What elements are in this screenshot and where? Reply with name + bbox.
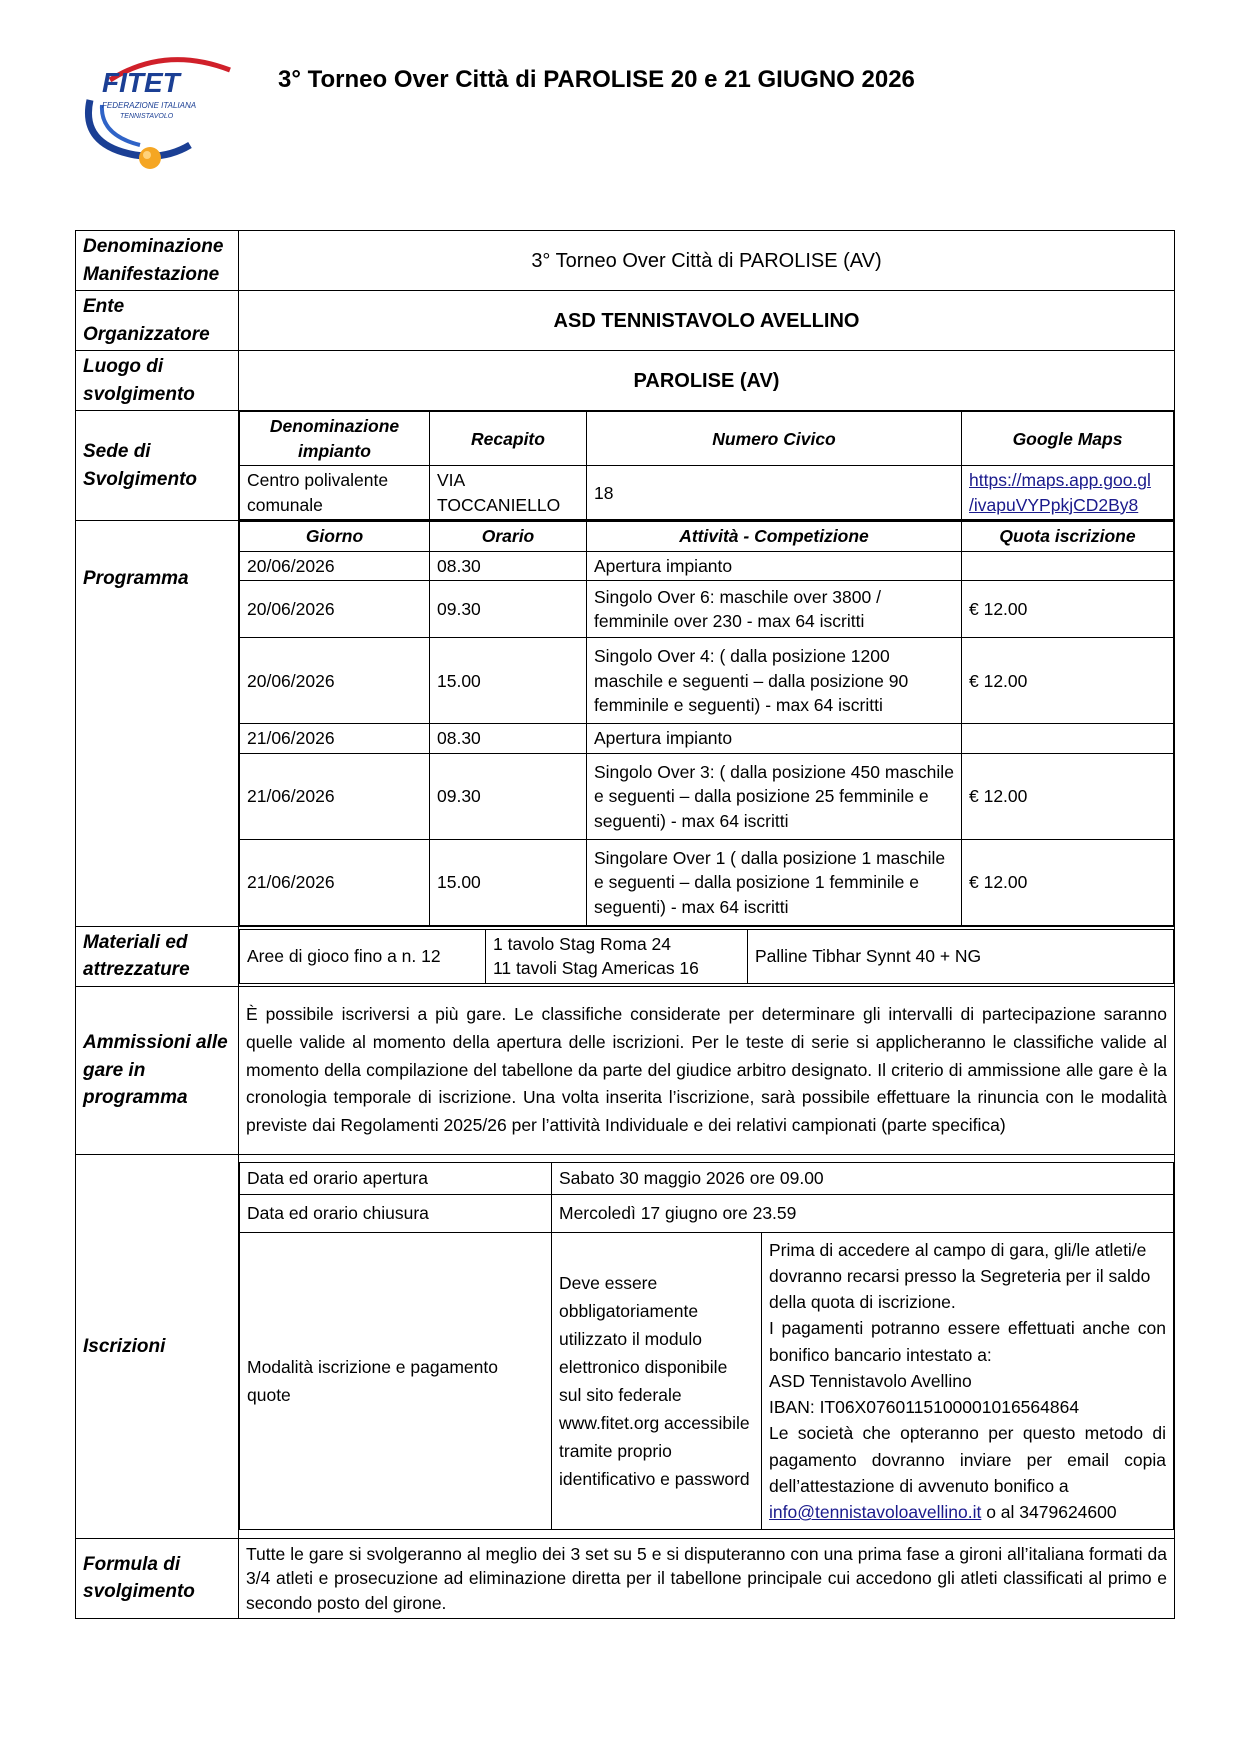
- tournament-info-table: [75, 230, 1175, 1619]
- pagamento-contatti: [769, 1499, 1166, 1525]
- iscrizioni-chiusura-label: Data ed orario chiusura: [240, 1194, 552, 1232]
- sede-header-maps: Google Maps: [962, 412, 1174, 466]
- table-row: [240, 638, 1174, 724]
- prog-attivita: Apertura impianto: [587, 551, 962, 581]
- telefono-text: o al 3479624600: [981, 1502, 1117, 1523]
- label-formula: Formula di svolgimento: [76, 1538, 239, 1618]
- pagamento-text-4: Le società che opteranno per questo metodo di pagamento dovranno inviare per email copia dell’attestazione di avvenuto bonifico a: [769, 1423, 1166, 1496]
- label-denominazione: Denominazione Manifestazione: [76, 231, 239, 291]
- prog-giorno: 21/06/2026: [240, 724, 430, 754]
- formula-text: Tutte le gare si svolgeranno al meglio dei 3 set su 5 e si disputeranno con una prima fase a gironi all’italiana formati da 3/4 atleti e prosecuzione ad eliminazione diretta per il tabellone principale cui accedono gli atleti classificati al primo e secondo posto del girone.: [239, 1538, 1175, 1618]
- prog-orario: 09.30: [430, 581, 587, 638]
- label-iscrizioni: Iscrizioni: [76, 1154, 239, 1538]
- prog-quota: [962, 724, 1174, 754]
- pagamento-iban: IBAN: IT06X0760115100001016564864: [769, 1397, 1080, 1418]
- table-row: [240, 839, 1174, 925]
- sede-table: [239, 411, 1174, 520]
- iscrizioni-table: [239, 1162, 1174, 1530]
- prog-quota: € 12.00: [962, 839, 1174, 925]
- prog-attivita: Singolo Over 4: ( dalla posizione 1200 maschile e seguenti – dalla posizione 90 femminile e seguenti) - max 64 iscritti: [587, 638, 962, 724]
- prog-header-quota: Quota iscrizione: [962, 522, 1174, 552]
- email-link[interactable]: info@tennistavoloavellino.it: [769, 1502, 982, 1523]
- label-luogo: Luogo di svolgimento: [76, 351, 239, 411]
- pagamento-text-1: Prima di accedere al campo di gara, gli/le atleti/e dovranno recarsi presso la Segreteria per il saldo della quota di iscrizione.: [769, 1239, 1151, 1313]
- iscrizioni-pagamento: [762, 1232, 1174, 1530]
- ente-value: ASD TENNISTAVOLO AVELLINO: [239, 291, 1175, 351]
- fitet-logo: [80, 50, 255, 175]
- iscrizioni-modulo-text: Deve essere obbligatoriamente utilizzato il modulo elettronico disponibile sul sito federale www.fitet.org accessibile tramite proprio identificativo e password: [552, 1232, 762, 1530]
- sede-civico: 18: [587, 466, 962, 520]
- sede-cell: [239, 411, 1175, 521]
- sede-impianto: Centro polivalente comunale: [240, 466, 430, 520]
- materiali-cell: [239, 926, 1175, 986]
- maps-link-line2[interactable]: /ivapuVYPpkjCD2By8: [969, 494, 1139, 515]
- prog-orario: 08.30: [430, 724, 587, 754]
- sede-maps-link[interactable]: [962, 466, 1174, 520]
- prog-giorno: 20/06/2026: [240, 638, 430, 724]
- iscrizioni-cell: [239, 1154, 1175, 1538]
- document-title: 3° Torneo Over Città di PAROLISE 20 e 21 GIUGNO 2026: [278, 66, 915, 93]
- logo-sub2-text: TENNISTAVOLO: [120, 113, 174, 120]
- materiali-palline: Palline Tibhar Synnt 40 + NG: [748, 929, 1174, 983]
- prog-quota: € 12.00: [962, 638, 1174, 724]
- iscrizioni-modalita-label: Modalità iscrizione e pagamento quote: [240, 1232, 552, 1530]
- prog-orario: 09.30: [430, 753, 587, 839]
- prog-giorno: 20/06/2026: [240, 581, 430, 638]
- prog-header-attivita: Attività - Competizione: [587, 522, 962, 552]
- label-materiali: Materiali ed attrezzature: [76, 926, 239, 986]
- ammissioni-text: È possibile iscriversi a più gare. Le classifiche considerate per determinare gli intervalli di partecipazione saranno quelle valide al momento della apertura delle iscrizioni. Per le teste di serie si applicheranno le classifiche valide al momento della compilazione del tabellone da parte del giudice arbitro designato. Il criterio di ammissione alle gare è la cronologia temporale di iscrizione. Una volta inserita l’iscrizione, sarà possibile effettuare la rinuncia con le modalità previste dai Regolamenti 2025/26 per l’attività Individuale e dei relativi campionati (parte specifica): [239, 986, 1175, 1154]
- prog-giorno: 21/06/2026: [240, 753, 430, 839]
- table-row: [240, 753, 1174, 839]
- label-ente: Ente Organizzatore: [76, 291, 239, 351]
- prog-attivita: Singolo Over 6: maschile over 3800 / femminile over 230 - max 64 iscritti: [587, 581, 962, 638]
- prog-orario: 15.00: [430, 638, 587, 724]
- programma-cell: [239, 521, 1175, 927]
- prog-quota: € 12.00: [962, 753, 1174, 839]
- prog-attivita: Singolo Over 3: ( dalla posizione 450 maschile e seguenti – dalla posizione 25 femminile e seguenti) - max 64 iscritti: [587, 753, 962, 839]
- label-programma: Programma: [76, 521, 239, 927]
- logo-main-text: FITET: [102, 67, 180, 98]
- table-row: [240, 581, 1174, 638]
- sede-header-impianto: Denominazione impianto: [240, 412, 430, 466]
- label-ammissioni: Ammissioni alle gare in programma: [76, 986, 239, 1154]
- sede-header-civico: Numero Civico: [587, 412, 962, 466]
- sede-header-recapito: Recapito: [430, 412, 587, 466]
- pagamento-intestatario: ASD Tennistavolo Avellino: [769, 1370, 972, 1391]
- prog-header-orario: Orario: [430, 522, 587, 552]
- prog-giorno: 21/06/2026: [240, 839, 430, 925]
- materiali-tavoli-2: 11 tavoli Stag Americas 16: [493, 958, 699, 979]
- maps-link-line1[interactable]: https://maps.app.goo.gl: [969, 470, 1151, 491]
- materiali-table: [239, 929, 1174, 984]
- materiali-tavoli: [486, 929, 748, 983]
- materiali-aree: Aree di gioco fino a n. 12: [240, 929, 486, 983]
- denominazione-value: 3° Torneo Over Città di PAROLISE (AV): [239, 231, 1175, 291]
- iscrizioni-apertura-value: Sabato 30 maggio 2026 ore 09.00: [552, 1163, 1174, 1194]
- luogo-value: PAROLISE (AV): [239, 351, 1175, 411]
- iscrizioni-apertura-label: Data ed orario apertura: [240, 1163, 552, 1194]
- sede-recapito: VIA TOCCANIELLO: [430, 466, 587, 520]
- table-row: [240, 724, 1174, 754]
- prog-orario: 15.00: [430, 839, 587, 925]
- pagamento-text-2: I pagamenti potranno essere effettuati anche con bonifico bancario intestato a:: [769, 1318, 1166, 1365]
- prog-orario: 08.30: [430, 551, 587, 581]
- prog-giorno: 20/06/2026: [240, 551, 430, 581]
- materiali-tavoli-1: 1 tavolo Stag Roma 24: [493, 933, 672, 954]
- table-row: [240, 551, 1174, 581]
- prog-header-giorno: Giorno: [240, 522, 430, 552]
- prog-quota: € 12.00: [962, 581, 1174, 638]
- prog-attivita: Apertura impianto: [587, 724, 962, 754]
- programma-table: [239, 521, 1174, 926]
- logo-sub1-text: FEDERAZIONE ITALIANA: [102, 101, 197, 110]
- label-sede: Sede di Svolgimento: [76, 411, 239, 521]
- iscrizioni-chiusura-value: Mercoledì 17 giugno ore 23.59: [552, 1194, 1174, 1232]
- prog-attivita: Singolare Over 1 ( dalla posizione 1 maschile e seguenti – dalla posizione 1 femminile e seguenti) - max 64 iscritti: [587, 839, 962, 925]
- prog-quota: [962, 551, 1174, 581]
